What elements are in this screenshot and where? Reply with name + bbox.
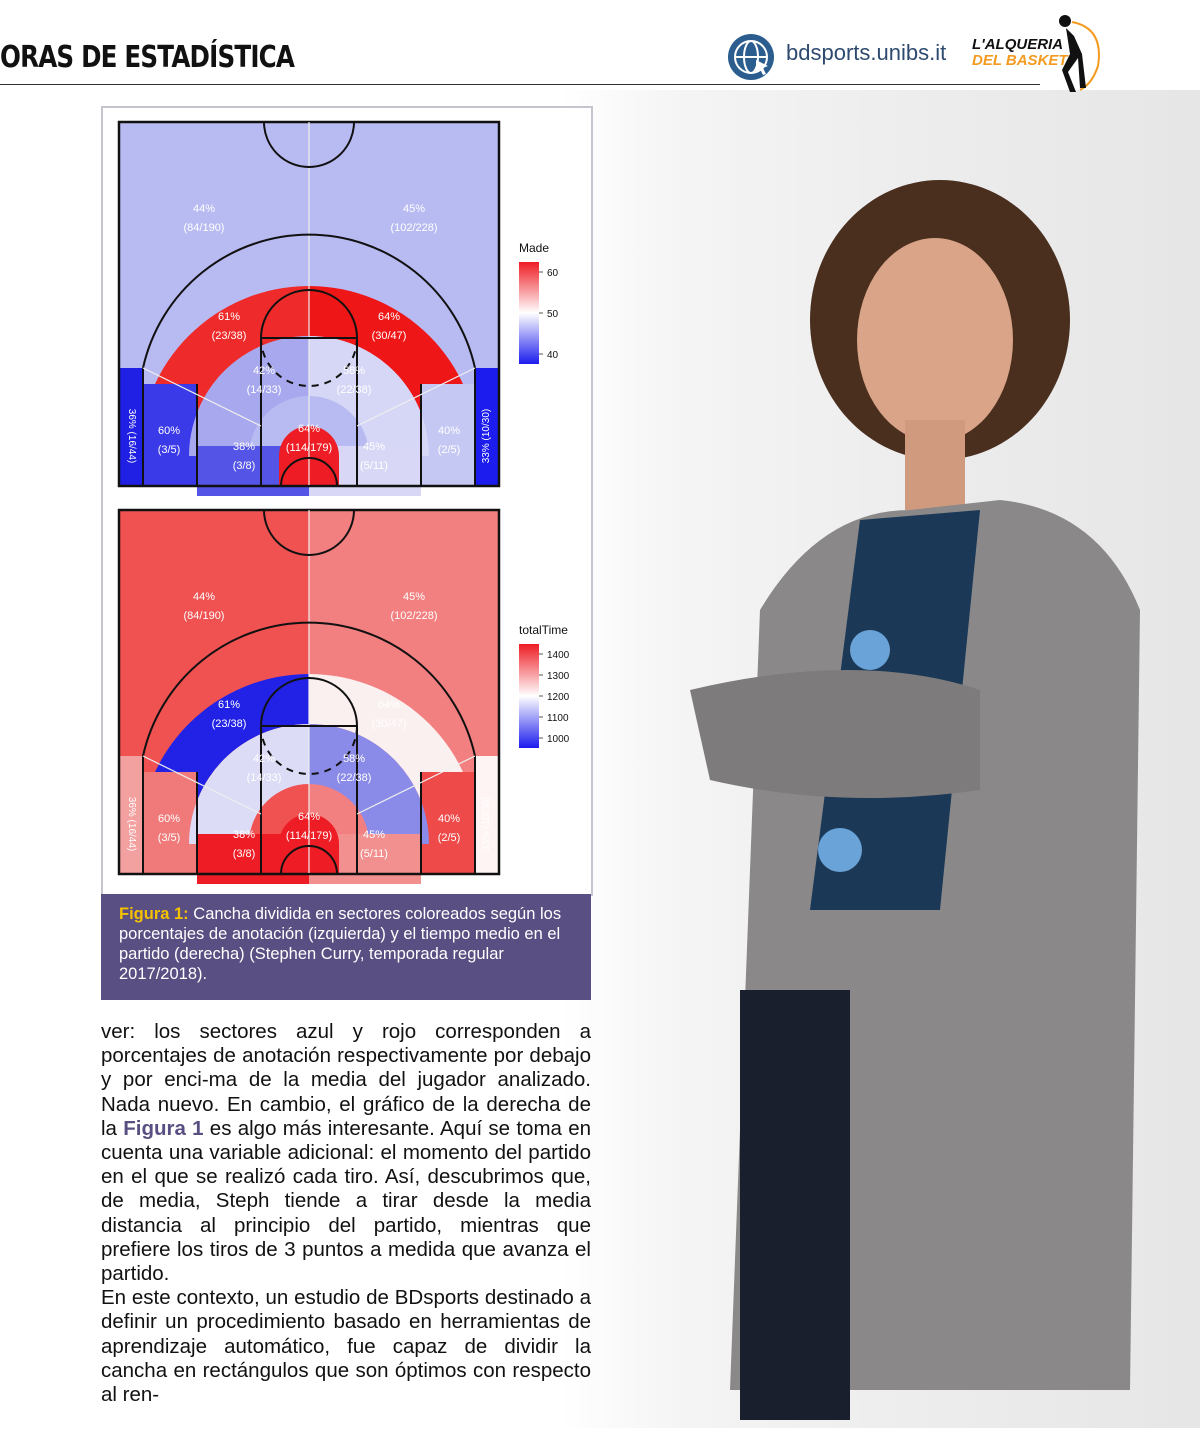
section-title: ORAS DE ESTADÍSTICA	[0, 40, 295, 75]
zone-label-corner-right: 33% (10/30)	[481, 408, 492, 464]
zone-label-pct: 60%	[157, 425, 181, 437]
zone-label-pct: 61%	[217, 311, 241, 323]
zone-label-pct: 45%	[402, 203, 426, 215]
zone-label-frac: (5/11)	[360, 460, 388, 472]
zone-label-pct: 64%	[297, 811, 321, 823]
paragraph-2: En este contexto, un estudio de BDsports destinado a definir un procedimiento basado en herramientas de aprendizaje automático, fue capaz de dividir la cancha en rectángulos que son óptimos con respecto al ren-	[101, 1286, 591, 1407]
legend-tick-label: 40	[547, 350, 559, 361]
website-link[interactable]: bdsports.unibs.it	[786, 40, 947, 65]
zone-label-pct: 42%	[252, 753, 276, 765]
zone-label-pct: 38%	[232, 829, 256, 841]
legend-tick-label: 1100	[547, 713, 569, 724]
zone-label-corner-left: 36% (16/44)	[126, 796, 137, 852]
zone-label-frac: (102/228)	[390, 222, 438, 234]
zone-label-frac: (14/33)	[246, 772, 282, 784]
zone-label-frac: (102/228)	[390, 610, 438, 622]
basketball-player-logo-icon	[1040, 14, 1110, 96]
logo-line-2: DEL BASKET	[972, 52, 1068, 69]
legend-colorbar	[519, 262, 539, 364]
zone-label-frac: (22/38)	[336, 384, 372, 396]
zone-label-pct: 38%	[232, 441, 256, 453]
zone-label-pct: 61%	[217, 699, 241, 711]
zone-label-frac: (3/8)	[232, 848, 256, 860]
zone-label-pct: 45%	[362, 829, 386, 841]
paragraph-1-start: ver: los sectores azul y rojo corresponden a porcentajes de anotación respectivamente por debajo y por enci-ma de la media del jugador analizado. Nada nuevo. En cambio, el gráfico de la derecha de la	[101, 1020, 591, 1140]
legend-tick-label: 60	[547, 268, 559, 279]
legend-colorbar	[519, 644, 539, 748]
zone-label-frac: (30/47)	[371, 718, 407, 730]
legend-total-time	[519, 623, 570, 748]
paragraph-1-end: es algo más interesante. Aquí se toma en cuenta una variable adicional: el momento del partido en el que se realizó cada tiro. Así, descubrimos que, de media, Steph tiende a tirar desde la media distancia al principio del partido, mientras que prefiere los tiros de 3 puntos a medida que avanza el partido.	[101, 1116, 591, 1286]
zone-label-frac: (3/5)	[157, 444, 181, 456]
header-divider	[0, 84, 1040, 85]
court-time-heatmap	[119, 510, 499, 884]
logo-line-1: L'ALQUERIA	[972, 36, 1064, 53]
zone-label-frac: (114/179)	[285, 830, 333, 842]
zone-label-pct: 58%	[342, 365, 366, 377]
zone-label-frac: (14/33)	[246, 384, 282, 396]
zone-label-frac: (3/5)	[157, 832, 181, 844]
article-body	[101, 1020, 591, 1407]
court-made-heatmap	[119, 122, 499, 496]
legend-title: Made	[519, 241, 550, 255]
zone-label-frac: (2/5)	[437, 832, 461, 844]
legend-tick-label: 1400	[547, 650, 570, 661]
zone-label-pct: 40%	[437, 425, 461, 437]
figure-caption	[101, 894, 591, 1000]
zone-label-pct: 64%	[297, 423, 321, 435]
zone-label-frac: (2/5)	[437, 444, 461, 456]
legend-made	[519, 241, 559, 364]
zone-label-pct: 58%	[342, 753, 366, 765]
legend-tick-label: 50	[547, 309, 559, 320]
zone-label-frac: (84/190)	[183, 222, 225, 234]
figure-court-charts	[101, 106, 593, 896]
zone-label-frac: (84/190)	[183, 610, 225, 622]
legend-title: totalTime	[519, 623, 568, 637]
legend-tick-label: 1300	[547, 671, 570, 682]
court-heatmaps	[103, 108, 591, 894]
paragraph-1	[101, 1020, 591, 1286]
zone-label-frac: (23/38)	[211, 718, 247, 730]
zone-label-pct: 60%	[157, 813, 181, 825]
zone-label-frac: (3/8)	[232, 460, 256, 472]
zone-label-pct: 44%	[192, 203, 216, 215]
zone-label-frac: (30/47)	[371, 330, 407, 342]
zone-label-pct: 40%	[437, 813, 461, 825]
zone-label-pct: 45%	[362, 441, 386, 453]
zone-label-pct: 45%	[402, 591, 426, 603]
legend-tick-label: 1200	[547, 692, 570, 703]
caption-text: Cancha dividida en sectores coloreados según los porcentajes de anotación (izquierda) y el tiempo medio en el partido (derecha) (Stephen Curry, temporada regular 2017/2018).	[119, 905, 562, 983]
globe-cursor-icon	[728, 34, 774, 80]
portrait-photo	[560, 90, 1200, 1428]
zone-label-pct: 64%	[377, 311, 401, 323]
zone-label-corner-right: 33% (10/30)	[481, 796, 492, 852]
caption-label: Figura 1:	[119, 905, 189, 923]
zone-label-pct: 44%	[192, 591, 216, 603]
zone-label-corner-left: 36% (16/44)	[126, 408, 137, 464]
zone-label-frac: (114/179)	[285, 442, 333, 454]
legend-tick-label: 1000	[547, 734, 570, 745]
zone-label-frac: (22/38)	[336, 772, 372, 784]
zone-label-frac: (5/11)	[360, 848, 388, 860]
figure-reference-link[interactable]: Figura 1	[123, 1116, 204, 1140]
zone-label-pct: 42%	[252, 365, 276, 377]
zone-label-frac: (23/38)	[211, 330, 247, 342]
zone-label-pct: 64%	[377, 699, 401, 711]
